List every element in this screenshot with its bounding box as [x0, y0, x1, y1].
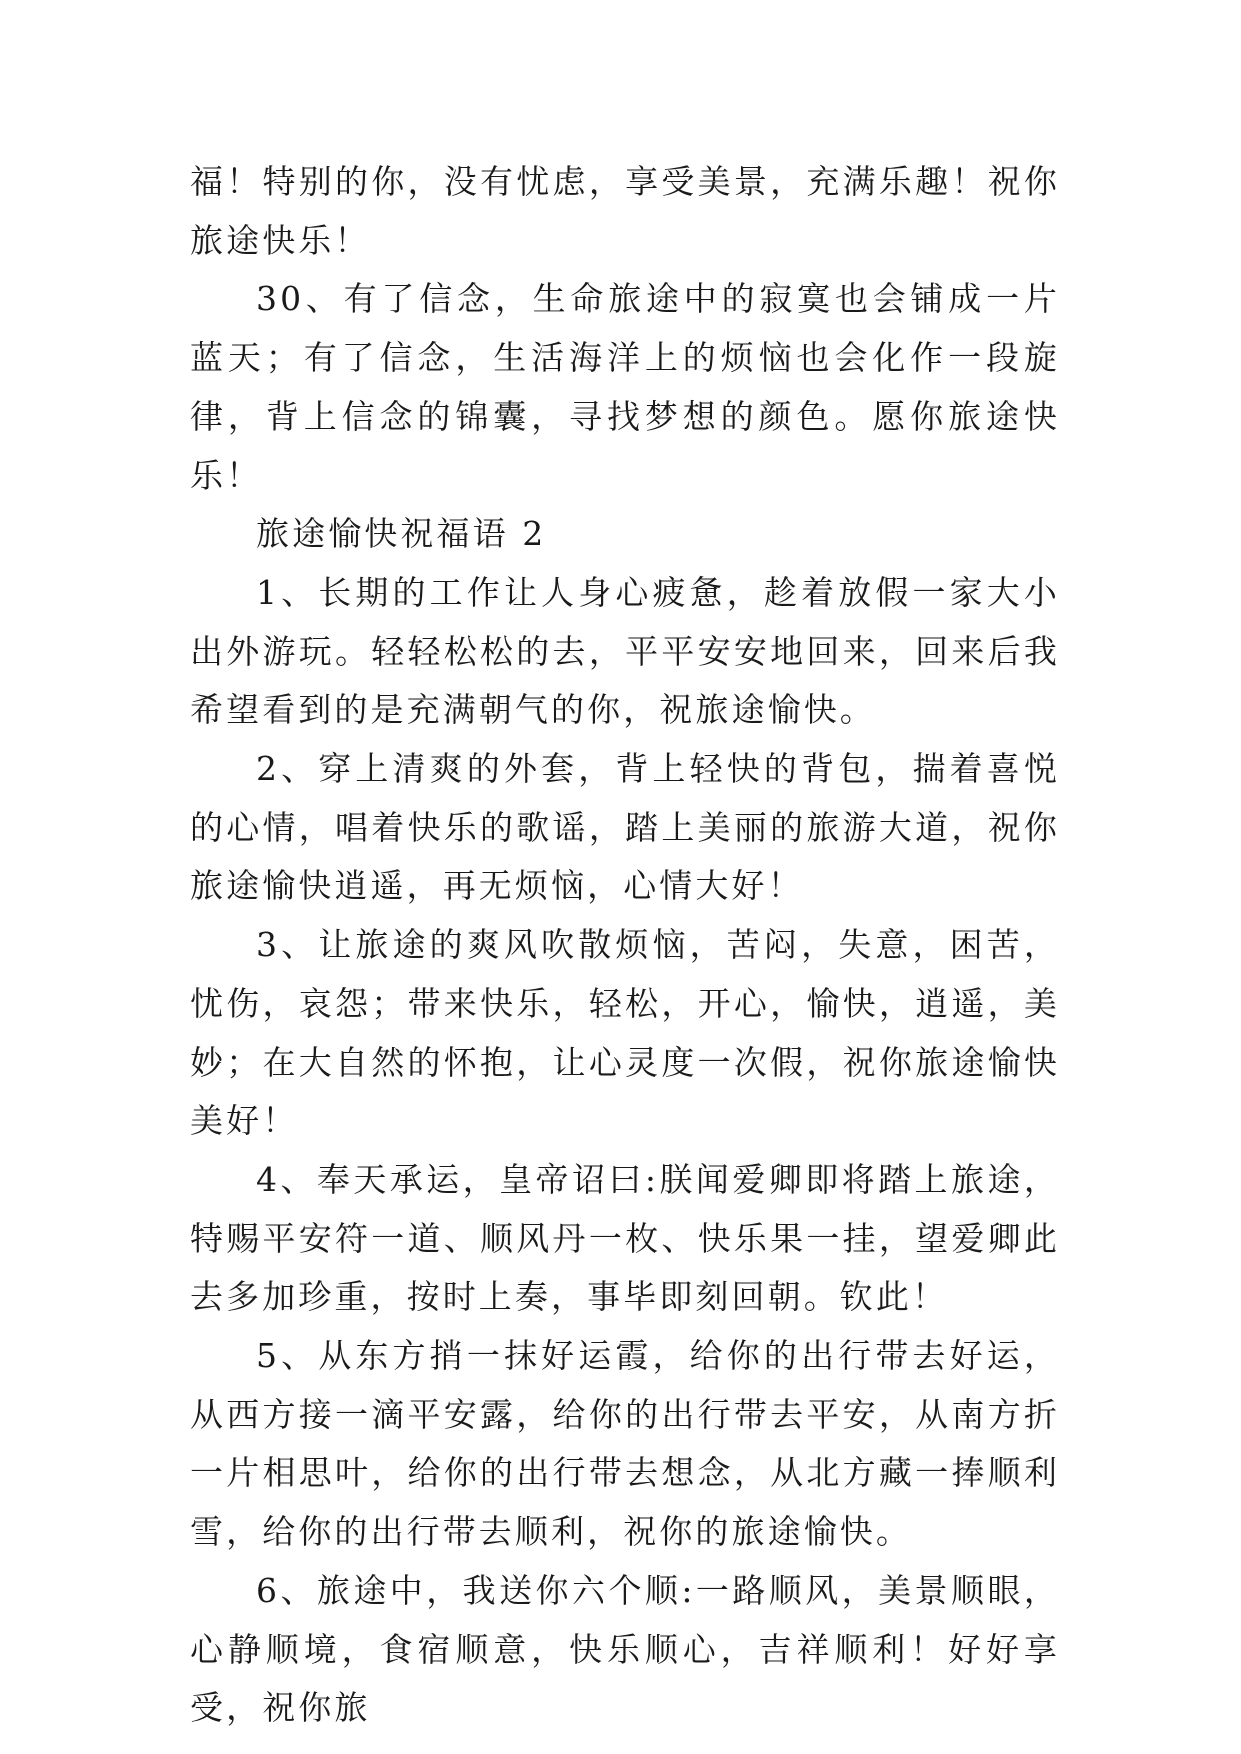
paragraph: 2、穿上清爽的外套，背上轻快的背包，揣着喜悦的心情，唱着快乐的歌谣，踏上美丽的旅游大道，祝你旅途愉快逍遥，再无烦恼，心情大好！: [190, 749, 1060, 906]
section-heading: 旅途愉快祝福语 2: [256, 514, 547, 554]
paragraph: 6、旅途中，我送你六个顺:一路顺风，美景顺眼，心静顺境，食宿顺意，快乐顺心，吉祥顺利！好好享受，祝你旅: [190, 1570, 1060, 1728]
paragraph: 福！特别的你，没有忧虑，享受美景，充满乐趣！祝你旅途快乐！: [190, 162, 1060, 260]
paragraph: 1、长期的工作让人身心疲惫，趁着放假一家大小出外游玩。轻轻松松的去，平平安安地回来，回来后我希望看到的是充满朝气的你，祝旅途愉快。: [190, 572, 1060, 730]
paragraph: 4、奉天承运，皇帝诏曰:朕闻爱卿即将踏上旅途，特赐平安符一道、顺风丹一枚、快乐果一挂，望爱卿此去多加珍重，按时上奏，事毕即刻回朝。钦此！: [190, 1159, 1060, 1317]
paragraph: 30、有了信念，生命旅途中的寂寞也会铺成一片蓝天；有了信念，生活海洋上的烦恼也会化作一段旋律，背上信念的锦囊，寻找梦想的颜色。愿你旅途快乐！: [190, 279, 1060, 495]
paragraph: 5、从东方捎一抹好运霞，给你的出行带去好运，从西方接一滴平安露，给你的出行带去平安，从南方折一片相思叶，给你的出行带去想念，从北方藏一捧顺利雪，给你的出行带去顺利，祝你的旅途愉快。: [190, 1336, 1060, 1552]
document-body: [190, 153, 1060, 1738]
paragraph: 3、让旅途的爽风吹散烦恼，苦闷，失意，困苦，忧伤，哀怨；带来快乐，轻松，开心，愉快，逍遥，美妙；在大自然的怀抱，让心灵度一次假，祝你旅途愉快美好！: [190, 925, 1060, 1141]
